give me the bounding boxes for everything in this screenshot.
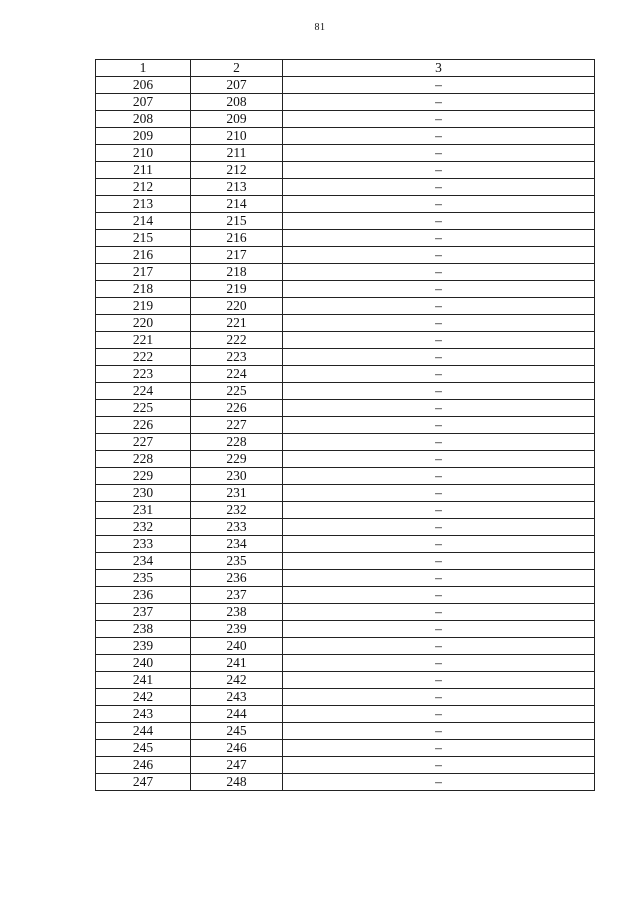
- table-cell-col-1: 217: [96, 264, 191, 281]
- table-cell-col-2: 247: [191, 757, 283, 774]
- table-cell-col-1: 215: [96, 230, 191, 247]
- table-cell-col-3: –: [283, 621, 595, 638]
- table-cell-col-2: 219: [191, 281, 283, 298]
- table-row: [96, 298, 595, 315]
- table-cell-col-2: 238: [191, 604, 283, 621]
- table-cell-col-2: 242: [191, 672, 283, 689]
- table-cell-col-3: –: [283, 706, 595, 723]
- table-cell-col-3: –: [283, 77, 595, 94]
- table-cell-col-3: –: [283, 519, 595, 536]
- table-cell-col-2: 228: [191, 434, 283, 451]
- table-cell-col-3: –: [283, 196, 595, 213]
- table-cell-col-2: 235: [191, 553, 283, 570]
- table-cell-col-1: 221: [96, 332, 191, 349]
- table-cell-col-3: –: [283, 145, 595, 162]
- table-cell-col-3: –: [283, 111, 595, 128]
- table-row: [96, 400, 595, 417]
- table-cell-col-1: 219: [96, 298, 191, 315]
- column-header-2: 2: [191, 60, 283, 77]
- table-row: [96, 179, 595, 196]
- table-row: [96, 162, 595, 179]
- table-cell-col-3: –: [283, 570, 595, 587]
- table-cell-col-2: 245: [191, 723, 283, 740]
- table-cell-col-2: 241: [191, 655, 283, 672]
- table-row: [96, 366, 595, 383]
- table-row: [96, 723, 595, 740]
- table-row: [96, 638, 595, 655]
- table-cell-col-3: –: [283, 417, 595, 434]
- table-cell-col-3: –: [283, 332, 595, 349]
- table-header-row: [96, 60, 595, 77]
- table-cell-col-3: –: [283, 162, 595, 179]
- table-cell-col-2: 229: [191, 451, 283, 468]
- table-cell-col-2: 231: [191, 485, 283, 502]
- table-cell-col-3: –: [283, 604, 595, 621]
- table-row: [96, 417, 595, 434]
- table-cell-col-1: 233: [96, 536, 191, 553]
- table-cell-col-3: –: [283, 468, 595, 485]
- table-cell-col-1: 220: [96, 315, 191, 332]
- table-cell-col-3: –: [283, 94, 595, 111]
- table-cell-col-3: –: [283, 400, 595, 417]
- table-cell-col-2: 234: [191, 536, 283, 553]
- table-row: [96, 502, 595, 519]
- table-row: [96, 689, 595, 706]
- table-body: [96, 60, 595, 791]
- table-cell-col-3: –: [283, 553, 595, 570]
- table-cell-col-1: 229: [96, 468, 191, 485]
- table-cell-col-3: –: [283, 179, 595, 196]
- table-row: [96, 774, 595, 791]
- table-cell-col-1: 240: [96, 655, 191, 672]
- table-row: [96, 145, 595, 162]
- table-cell-col-1: 230: [96, 485, 191, 502]
- table-cell-col-3: –: [283, 230, 595, 247]
- table-cell-col-3: –: [283, 128, 595, 145]
- table-cell-col-3: –: [283, 723, 595, 740]
- table-cell-col-1: 210: [96, 145, 191, 162]
- table-cell-col-2: 223: [191, 349, 283, 366]
- table-cell-col-3: –: [283, 757, 595, 774]
- table-cell-col-3: –: [283, 349, 595, 366]
- table-cell-col-2: 221: [191, 315, 283, 332]
- table-cell-col-2: 240: [191, 638, 283, 655]
- table-row: [96, 740, 595, 757]
- table-cell-col-2: 222: [191, 332, 283, 349]
- table-cell-col-1: 227: [96, 434, 191, 451]
- table-cell-col-1: 241: [96, 672, 191, 689]
- table-cell-col-2: 246: [191, 740, 283, 757]
- table-cell-col-3: –: [283, 213, 595, 230]
- table-cell-col-2: 211: [191, 145, 283, 162]
- table-row: [96, 77, 595, 94]
- table-cell-col-2: 236: [191, 570, 283, 587]
- table-row: [96, 383, 595, 400]
- table-cell-col-3: –: [283, 774, 595, 791]
- table-cell-col-2: 248: [191, 774, 283, 791]
- table-cell-col-3: –: [283, 298, 595, 315]
- table-cell-col-1: 234: [96, 553, 191, 570]
- table-cell-col-1: 212: [96, 179, 191, 196]
- table-cell-col-3: –: [283, 740, 595, 757]
- table-row: [96, 434, 595, 451]
- table-cell-col-1: 208: [96, 111, 191, 128]
- table-cell-col-1: 214: [96, 213, 191, 230]
- table-cell-col-3: –: [283, 536, 595, 553]
- table-cell-col-1: 228: [96, 451, 191, 468]
- table-row: [96, 281, 595, 298]
- table-cell-col-1: 216: [96, 247, 191, 264]
- table-cell-col-1: 225: [96, 400, 191, 417]
- column-header-3: 3: [283, 60, 595, 77]
- table-row: [96, 570, 595, 587]
- table-row: [96, 128, 595, 145]
- table-cell-col-1: 207: [96, 94, 191, 111]
- table-cell-col-2: 218: [191, 264, 283, 281]
- table-cell-col-2: 217: [191, 247, 283, 264]
- table-cell-col-1: 218: [96, 281, 191, 298]
- table-cell-col-1: 222: [96, 349, 191, 366]
- table-row: [96, 196, 595, 213]
- table-cell-col-2: 210: [191, 128, 283, 145]
- table-cell-col-2: 225: [191, 383, 283, 400]
- table-row: [96, 485, 595, 502]
- table-cell-col-1: 206: [96, 77, 191, 94]
- table-cell-col-2: 208: [191, 94, 283, 111]
- table-cell-col-2: 224: [191, 366, 283, 383]
- table-cell-col-1: 245: [96, 740, 191, 757]
- table-row: [96, 519, 595, 536]
- table-cell-col-3: –: [283, 672, 595, 689]
- table-cell-col-3: –: [283, 434, 595, 451]
- data-table: [95, 59, 595, 791]
- table-row: [96, 468, 595, 485]
- table-cell-col-1: 242: [96, 689, 191, 706]
- table-cell-col-2: 213: [191, 179, 283, 196]
- table-row: [96, 94, 595, 111]
- table-cell-col-2: 212: [191, 162, 283, 179]
- table-cell-col-3: –: [283, 502, 595, 519]
- page-number: 81: [314, 22, 326, 33]
- table-cell-col-3: –: [283, 638, 595, 655]
- table-cell-col-2: 220: [191, 298, 283, 315]
- table-cell-col-1: 243: [96, 706, 191, 723]
- table-row: [96, 264, 595, 281]
- table-cell-col-3: –: [283, 451, 595, 468]
- table-cell-col-1: 213: [96, 196, 191, 213]
- table-cell-col-2: 239: [191, 621, 283, 638]
- table-row: [96, 315, 595, 332]
- table-cell-col-3: –: [283, 485, 595, 502]
- table-row: [96, 706, 595, 723]
- table-cell-col-1: 226: [96, 417, 191, 434]
- table-cell-col-3: –: [283, 689, 595, 706]
- table-row: [96, 213, 595, 230]
- table-row: [96, 587, 595, 604]
- table-cell-col-1: 247: [96, 774, 191, 791]
- table-row: [96, 536, 595, 553]
- table-cell-col-2: 214: [191, 196, 283, 213]
- table-cell-col-2: 244: [191, 706, 283, 723]
- table-row: [96, 621, 595, 638]
- table-row: [96, 672, 595, 689]
- table-cell-col-1: 238: [96, 621, 191, 638]
- table-row: [96, 553, 595, 570]
- table-cell-col-3: –: [283, 383, 595, 400]
- table-cell-col-1: 232: [96, 519, 191, 536]
- table-cell-col-2: 209: [191, 111, 283, 128]
- table-cell-col-2: 216: [191, 230, 283, 247]
- table-cell-col-1: 211: [96, 162, 191, 179]
- table-cell-col-3: –: [283, 315, 595, 332]
- table-row: [96, 332, 595, 349]
- table-cell-col-3: –: [283, 366, 595, 383]
- table-row: [96, 757, 595, 774]
- table-cell-col-2: 237: [191, 587, 283, 604]
- table-row: [96, 111, 595, 128]
- table-cell-col-3: –: [283, 281, 595, 298]
- table-cell-col-1: 223: [96, 366, 191, 383]
- table-cell-col-1: 224: [96, 383, 191, 400]
- table-cell-col-1: 235: [96, 570, 191, 587]
- table-cell-col-1: 209: [96, 128, 191, 145]
- table-row: [96, 451, 595, 468]
- table-row: [96, 604, 595, 621]
- table-cell-col-2: 207: [191, 77, 283, 94]
- table-cell-col-2: 233: [191, 519, 283, 536]
- table-cell-col-2: 230: [191, 468, 283, 485]
- table-cell-col-1: 236: [96, 587, 191, 604]
- table-cell-col-2: 232: [191, 502, 283, 519]
- table-cell-col-2: 215: [191, 213, 283, 230]
- table-cell-col-2: 243: [191, 689, 283, 706]
- table-cell-col-3: –: [283, 587, 595, 604]
- table-cell-col-2: 227: [191, 417, 283, 434]
- table-cell-col-3: –: [283, 264, 595, 281]
- table-row: [96, 349, 595, 366]
- table-cell-col-1: 231: [96, 502, 191, 519]
- table-cell-col-3: –: [283, 247, 595, 264]
- table-cell-col-3: –: [283, 655, 595, 672]
- table-cell-col-1: 239: [96, 638, 191, 655]
- table-cell-col-1: 244: [96, 723, 191, 740]
- table-cell-col-1: 237: [96, 604, 191, 621]
- table-cell-col-1: 246: [96, 757, 191, 774]
- table-row: [96, 655, 595, 672]
- table-row: [96, 230, 595, 247]
- table-row: [96, 247, 595, 264]
- column-header-1: 1: [96, 60, 191, 77]
- table-cell-col-2: 226: [191, 400, 283, 417]
